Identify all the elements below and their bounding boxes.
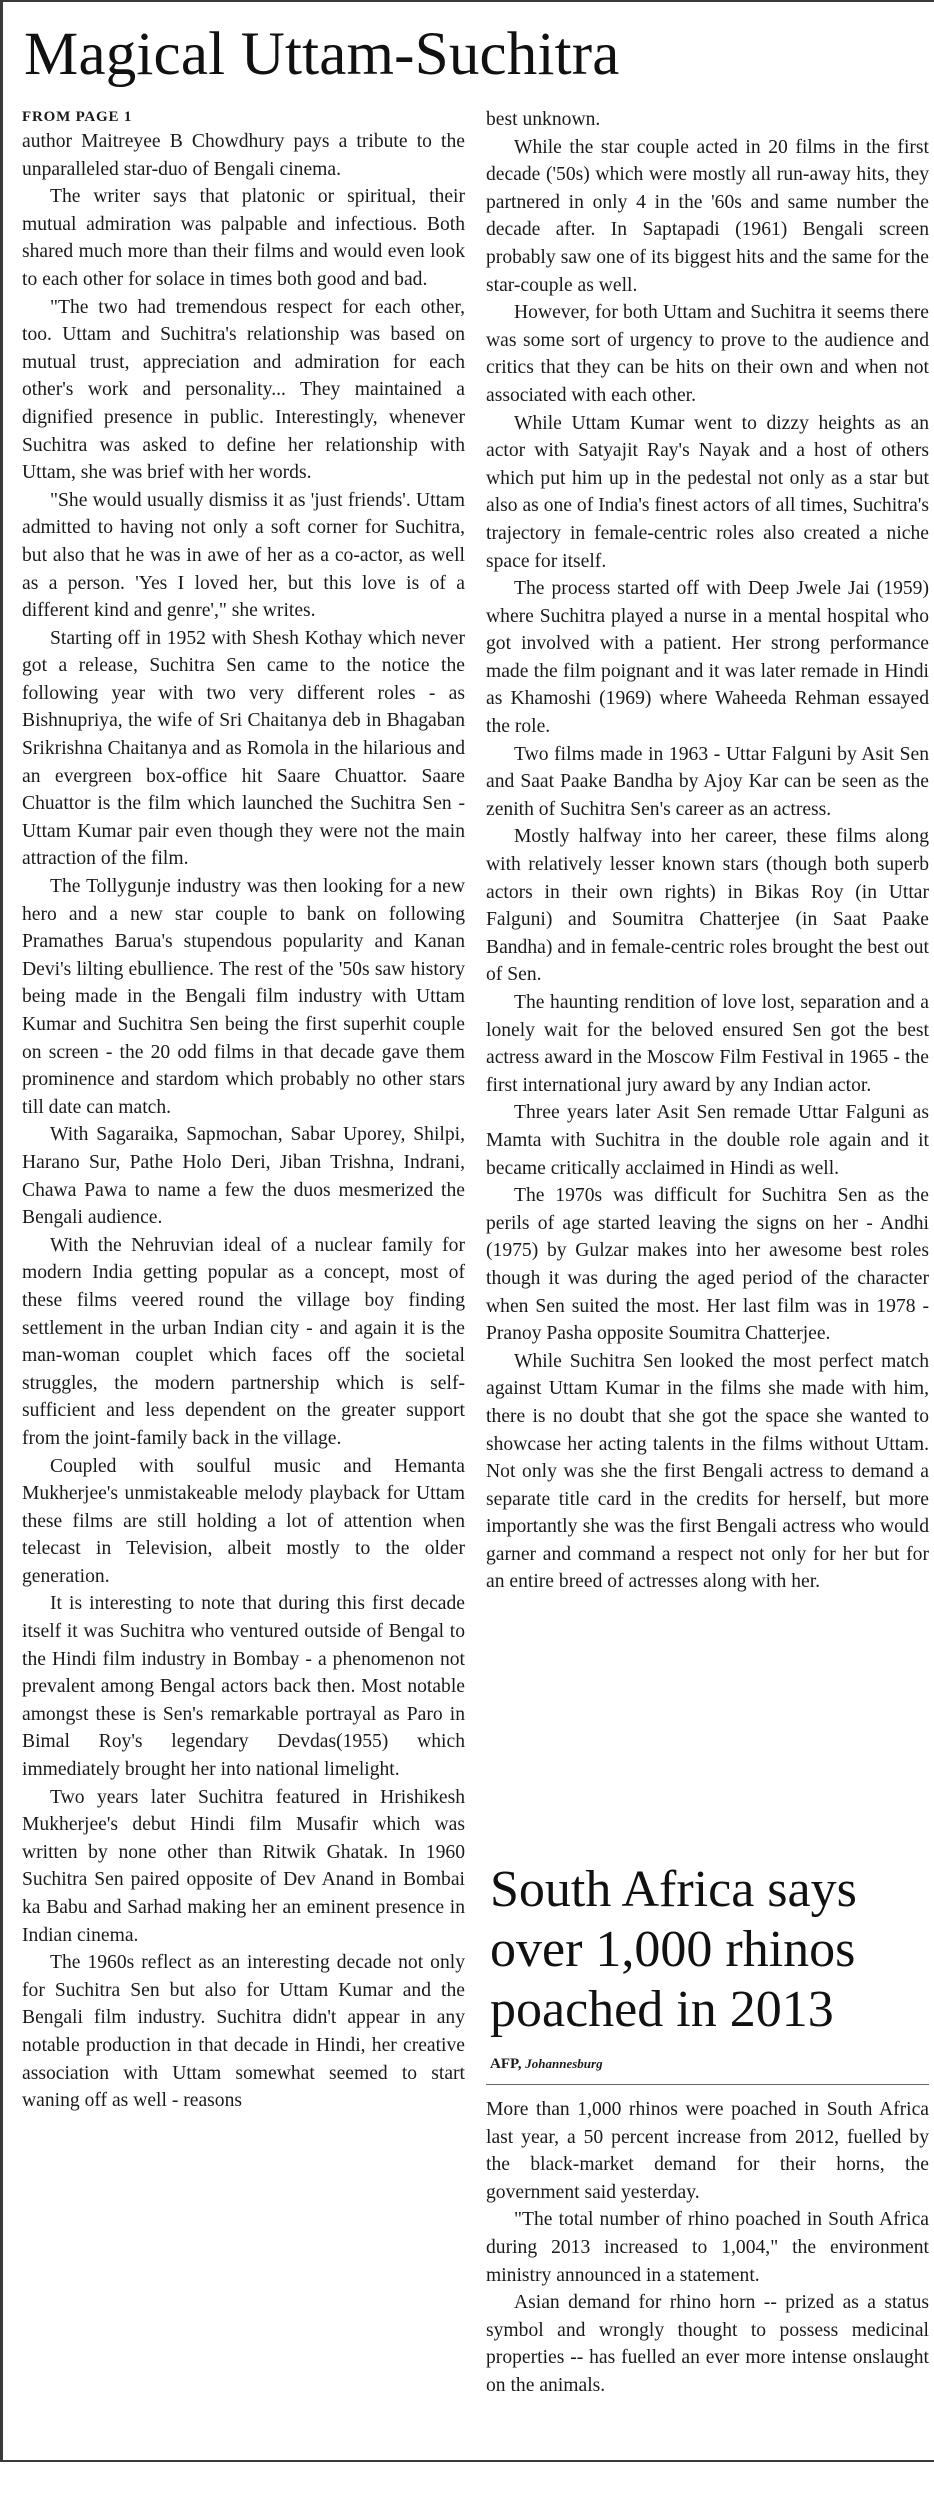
top-border bbox=[0, 0, 934, 2]
article-paragraph: While the star couple acted in 20 films in the first decade ('50s) which were mostly all run-away hits, they partnered in only 4 in the '60s and same number the decade after. In Saptapadi (1961) Bengali screen probably saw one of its biggest hits and the same for the star-couple as well. bbox=[486, 136, 929, 296]
article-paragraph: However, for both Uttam and Suchitra it seems there was some sort of urgency to prove to the audience and critics that they can be hits on their own and when not associated with each other. bbox=[486, 302, 929, 406]
article-paragraph: It is interesting to note that during this first decade itself it was Suchitra who ventured outside of Bengal to the Hindi film industry in Bombay - a phenomenon not prevalent among Bengal actors back then. Most notable amongst these is Sen's remarkable portrayal as Paro in Bimal Roy's legendary Devdas(1955) which immediately brought her into national limelight. bbox=[22, 1593, 465, 1781]
article-paragraph: Mostly halfway into her career, these films along with relatively lesser known stars (though both superb actors in their own rights) in Bikas Roy (in Uttar Falguni) and Soumitra Chatterjee (in Saat Paake Bandha) and in female-centric roles brought the best out of Sen. bbox=[486, 826, 929, 986]
article-paragraph: Two films made in 1963 - Uttar Falguni by Asit Sen and Saat Paake Bandha by Ajoy Kar can be seen as the zenith of Suchitra Sen's career as an actress. bbox=[486, 743, 929, 820]
article-column-right bbox=[486, 106, 929, 1596]
article-paragraph: The process started off with Deep Jwele Jai (1959) where Suchitra played a nurse in a mental hospital who got involved with a patient. Her strong performance made the film poignant and it was later remade in Hindi as Khamoshi (1969) where Waheeda Rehman essayed the role. bbox=[486, 578, 929, 738]
article-paragraph: Three years later Asit Sen remade Uttar Falguni as Mamta with Suchitra in the double role again and it became critically acclaimed in Hindi as well. bbox=[486, 1102, 929, 1179]
byline-divider bbox=[486, 2084, 929, 2085]
article-paragraph: author Maitreyee B Chowdhury pays a tribute to the unparalleled star-duo of Bengali cinema. bbox=[22, 131, 465, 180]
article-paragraph: The 1970s was difficult for Suchitra Sen as the perils of age started leaving the signs on her - Andhi (1975) by Gulzar makes into her awesome best roles though it was during the aged period of the character when Sen suited the most. Her last film was in 1978 - Pranoy Pasha opposite Soumitra Chatterjee. bbox=[486, 1185, 929, 1345]
left-border bbox=[0, 0, 3, 2460]
article-headline: Magical Uttam-Suchitra bbox=[24, 21, 620, 88]
byline-agency: AFP, bbox=[490, 2056, 522, 2072]
bottom-border bbox=[0, 2460, 934, 2462]
story2-paragraph: Asian demand for rhino horn -- prized as a status symbol and wrongly thought to possess medicinal properties -- has fuelled an ever more intense onslaught on the animals. bbox=[486, 2292, 929, 2396]
story2-paragraph: "The total number of rhino poached in South Africa during 2013 increased to 1,004," the environment ministry announced in a statement. bbox=[486, 2209, 929, 2286]
article-paragraph: Coupled with soulful music and Hemanta Mukherjee's unmistakeable melody playback for Uttam these films are still holding a lot of attention when telecast in Television, albeit mostly to the older generation. bbox=[22, 1455, 465, 1587]
byline-dateline: Johannesburg bbox=[525, 2056, 603, 2071]
article-paragraph: With Sagaraika, Sapmochan, Sabar Uporey, Shilpi, Harano Sur, Pathe Holo Deri, Jiban Trishna, Indrani, Chawa Pawa to name a few the duos mesmerized the Bengali audience. bbox=[22, 1124, 465, 1229]
article-paragraph: The haunting rendition of love lost, separation and a lonely wait for the beloved ensured Sen got the best actress award in the Moscow Film Festival in 1965 - the first international jury award by any Indian actor. bbox=[486, 992, 929, 1096]
article-paragraph: "The two had tremendous respect for each other, too. Uttam and Suchitra's relationship was based on mutual trust, appreciation and admiration for each other's work and personality... They maintained a dignified presence in public. Interestingly, whenever Suchitra was asked to define her relationship with Uttam, she was brief with her words. bbox=[22, 296, 465, 484]
article-column-left bbox=[22, 106, 465, 2115]
story2-byline bbox=[490, 2054, 603, 2074]
story2-headline: South Africa says over 1,000 rhinos poached in 2013 bbox=[490, 1861, 857, 2038]
article-paragraph: Starting off in 1952 with Shesh Kothay which never got a release, Suchitra Sen came to the notice the following year with two very different roles - as Bishnupriya, the wife of Sri Chaitanya deb in Bhagaban Srikrishna Chaitanya and as Romola in the hilarious and an evergreen box-office hit Saare Chuattor. Saare Chuattor is the film which launched the Suchitra Sen - Uttam Kumar pair even though they were not the main attraction of the film. bbox=[22, 627, 465, 870]
article-paragraph: The Tollygunje industry was then looking for a new hero and a new star couple to bank on following Pramathes Barua's stupendous popularity and Kanan Devi's lilting ebullience. The rest of the '50s saw history being made in the Bengali film industry with Uttam Kumar and Suchitra Sen being the first superhit couple on screen - the 20 odd films in that decade gave them prominence and stardom which probably no other stars till date can match. bbox=[22, 876, 465, 1118]
article-paragraph: The 1960s reflect as an interesting decade not only for Suchitra Sen but also for Uttam Kumar and the Bengali film industry. Suchitra didn't appear in any notable production in that decade in Hindi, her creative association with Uttam somewhat seemed to start waning off as well - reasons bbox=[22, 1952, 465, 2112]
article-paragraph: The writer says that platonic or spiritual, their mutual admiration was palpable and infectious. Both shared much more than their films and would even look to each other for solace in times both good and bad. bbox=[22, 186, 465, 290]
story2-body bbox=[486, 2096, 929, 2400]
article-paragraph: Two years later Suchitra featured in Hrishikesh Mukherjee's debut Hindi film Musafir which was written by none other than Ritwik Ghatak. In 1960 Suchitra Sen paired opposite of Dev Anand in Bombai ka Babu and Sarhad making her an eminent presence in Indian cinema. bbox=[22, 1786, 465, 1946]
article-paragraph: With the Nehruvian ideal of a nuclear family for modern India getting popular as a concept, most of these films veered round the village boy finding settlement in the urban Indian city - and again it is the man-woman couplet which faces off the societal struggles, the modern partnership which is self-sufficient and less dependent on the greater support from the joint-family back in the village. bbox=[22, 1234, 465, 1449]
article-paragraph: "She would usually dismiss it as 'just friends'. Uttam admitted to having not only a soft corner for Suchitra, but also that he was in awe of her as a co-actor, as well as a person. 'Yes I loved her, but this love is of a different kind and genre'," she writes. bbox=[22, 489, 465, 622]
article-paragraph: While Uttam Kumar went to dizzy heights as an actor with Satyajit Ray's Nayak and a host of others which put him up in the pedestal not only as a star but also as one of India's finest actors of all times, Suchitra's trajectory in female-centric roles also created a niche space for itself. bbox=[486, 412, 929, 572]
article-paragraph: best unknown. bbox=[486, 109, 601, 130]
story2-paragraph: More than 1,000 rhinos were poached in South Africa last year, a 50 percent increase from 2012, fuelled by the black-market demand for their horns, the government said yesterday. bbox=[486, 2099, 929, 2203]
continued-from-kicker: FROM PAGE 1 bbox=[22, 109, 133, 125]
article-paragraph: While Suchitra Sen looked the most perfect match against Uttam Kumar in the films she made with him, there is no doubt that she got the space she wanted to showcase her acting talents in the films without Uttam. Not only was she the first Bengali actress to demand a separate title card in the credits for herself, but more importantly she was the first Bengali actress who would garner and command a respect not only for her but for an entire breed of actresses along with her. bbox=[486, 1350, 929, 1593]
